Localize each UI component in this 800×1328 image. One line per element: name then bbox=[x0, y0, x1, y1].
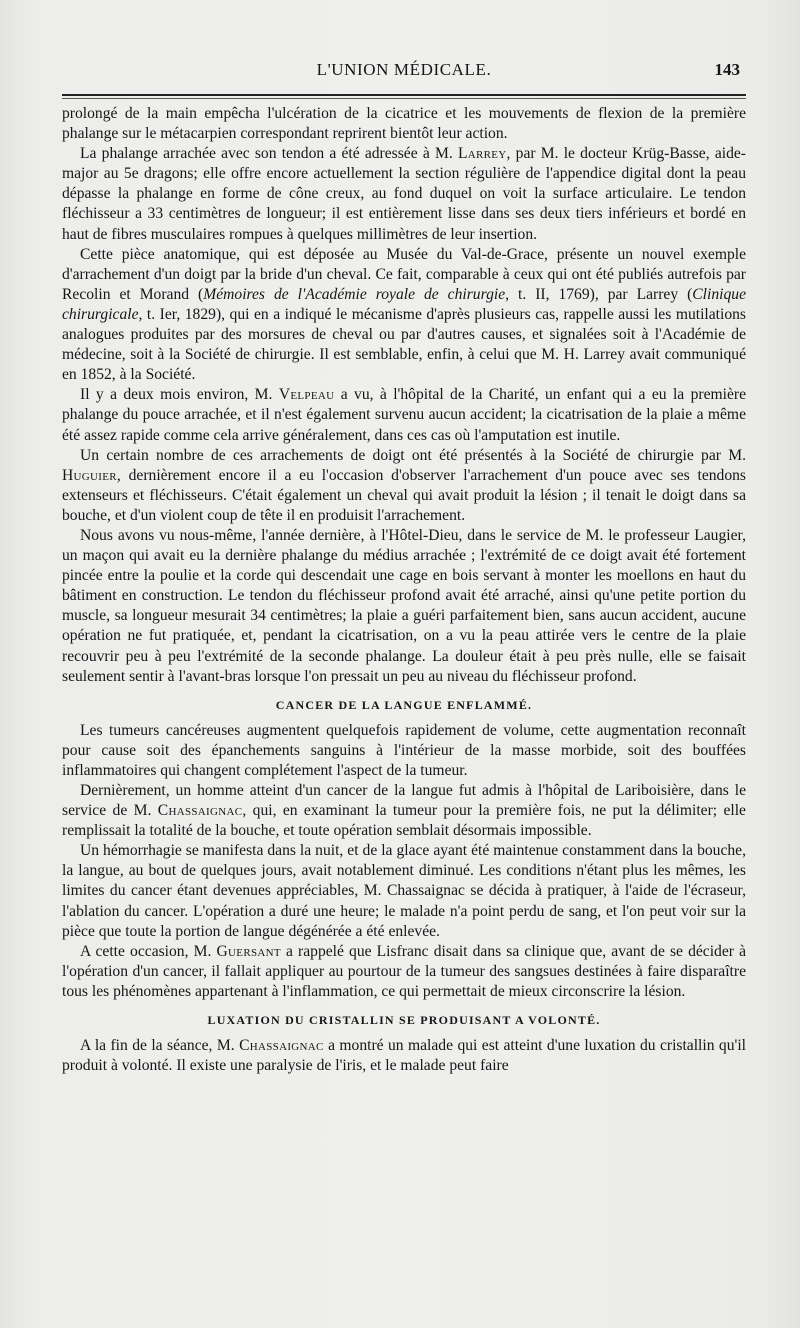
paragraph: Nous avons vu nous-même, l'année dernière, à l'Hôtel-Dieu, dans le service de M. le professeur Laugier, un maçon qui avait eu la dernière phalange du médius arrachée ; l'extrémité de ce doigt avait été fortement pincée entre la poulie et la corde qui descendait une cage en bois servant à monter les moellons en haut du bâtiment en construction. Le tendon du fléchisseur profond avait été arraché, ainsi qu'une petite portion du muscle, sa longueur mesurait 34 centimètres; la plaie a guéri parfaitement bien, sans aucun accident, aucune opération ne fut pratiquée, et, pendant la cicatrisation, on a vu la peau attirée vers le centre de la plaie recouvrir peu à peu l'extrémité de la seconde phalange. La douleur était à peu près nulle, elle se faisait seulement sentir à l'avant-bras lorsque l'on pressait un peu au niveau du fléchisseur profond. bbox=[62, 526, 746, 685]
page-number: 143 bbox=[714, 60, 740, 79]
article-body bbox=[62, 104, 746, 1076]
paragraph: Un hémorrhagie se manifesta dans la nuit, et de la glace ayant été maintenue constamment dans la bouche, la langue, au bout de quelques jours, avait notablement diminué. Les conditions n'étant plus les mêmes, les limites du cancer étant devenues appréciables, M. Chassaignac se décida à pratiquer, à l'aide de l'écraseur, l'ablation du cancer. L'opération a duré une heure; le malade n'a point perdu de sang, et l'on peut voir sur la pièce que toute la portion de langue dégénérée a été enlevée. bbox=[62, 842, 746, 940]
paragraph: A cette occasion, M. Guersant a rappelé que Lisfranc disait dans sa clinique que, avant de se décider à l'opération d'un cancer, il fallait appliquer au pourtour de la tumeur des sangsues destinées à faire disparaître tous les phénomènes appartenant à l'inflammation, ce qui permettait de mieux circonscrire la lésion. bbox=[62, 942, 746, 1000]
citation-title: Mémoires de l'Académie royale de chirurgie, bbox=[203, 285, 510, 303]
paragraph: Un certain nombre de ces arrachements de doigt ont été présentés à la Société de chirurgie par M. Huguier, dernièrement encore il a eu l'occasion d'observer l'arrachement d'un pouce avec ses tendons extenseurs et fléchisseurs. C'était également un cheval qui avait produit la lésion ; il tenait le doigt dans sa bouche, et d'un violent coup de tête il en produisit l'arrachement. bbox=[62, 446, 746, 524]
paragraph: Il y a deux mois environ, M. Velpeau a vu, à l'hôpital de la Charité, un enfant qui a eu la première phalange du pouce arrachée, et il n'est également survenu aucun accident; la cicatrisation de la plaie a même été assez rapide comme cela arrive généralement, dans ces cas où l'amputation est inutile. bbox=[62, 386, 746, 444]
header-rule-thin bbox=[62, 98, 746, 99]
person-name: Chassaignac bbox=[157, 802, 243, 820]
paragraph: Les tumeurs cancéreuses augmentent quelquefois rapidement de volume, cette augmentation reconnaît pour cause soit des épanchements sanguins à l'intérieur de la masse morbide, soit des bouffées inflammatoires qui changent complétement l'aspect de la tumeur. bbox=[62, 721, 746, 779]
section-heading: CANCER DE LA LANGUE ENFLAMMÉ. bbox=[275, 697, 533, 712]
paragraph: Dernièrement, un homme atteint d'un cancer de la langue fut admis à l'hôpital de Lariboisière, dans le service de M. Chassaignac, qui, en examinant la tumeur pour la première fois, ne put la délimiter; elle remplissait la totalité de la bouche, et toute opération semblait désormais impossible. bbox=[62, 782, 746, 840]
header-rule bbox=[62, 94, 746, 96]
person-name: Guersant bbox=[216, 942, 281, 960]
paragraph: prolongé de la main empêcha l'ulcération de la cicatrice et les mouvements de flexion de la première phalange sur le métacarpien correspondant reprirent bientôt leur action. bbox=[62, 105, 746, 143]
running-head: L'UNION MÉDICALE. bbox=[316, 60, 492, 79]
person-name: Huguier bbox=[62, 466, 117, 484]
paragraph: A la fin de la séance, M. Chassaignac a montré un malade qui est atteint d'une luxation du cristallin qu'il produit à volonté. Il existe une paralysie de l'iris, et le malade peut faire bbox=[62, 1037, 746, 1075]
paragraph: Cette pièce anatomique, qui est déposée au Musée du Val-de-Grace, présente un nouvel exemple d'arrachement d'un doigt par la bride d'un cheval. Ce fait, comparable à ceux qui ont été publiés autrefois par Recolin et Morand (Mémoires de l'Académie royale de chirurgie, t. II, 1769), par Larrey (Clinique chirurgicale, t. Ier, 1829), qui en a indiqué le mécanisme d'après plusieurs cas, rappelle aussi les mutilations analogues produites par des morsures de cheval ou par d'autres causes, et signalées soit à l'Académie de médecine, soit à la Société de chirurgie. Il est semblable, enfin, à celui que M. H. Larrey avait communiqué en 1852, à la Société. bbox=[62, 245, 746, 384]
person-name: Larrey bbox=[457, 145, 507, 163]
person-name: Velpeau bbox=[278, 386, 335, 404]
section-heading: LUXATION DU CRISTALLIN SE PRODUISANT A VOLONTÉ. bbox=[207, 1013, 601, 1028]
page-header bbox=[62, 60, 746, 88]
person-name: Chassaignac bbox=[239, 1037, 324, 1055]
citation-title: Clinique chirurgicale, bbox=[62, 285, 746, 323]
paragraph: La phalange arrachée avec son tendon a été adressée à M. Larrey, par M. le docteur Krüg-Basse, aide-major au 5e dragons; elle offre encore actuellement la section régulière de l'appendice digital dont la peau dépasse la phalange en forme de cône creux, au fond duquel on voit la surface articulaire. Le tendon fléchisseur a 33 centimètres de longueur; il est entièrement lisse dans ses deux tiers inférieurs et bordé en haut de fibres musculaires rompues à quelques millimètres de leur insertion. bbox=[62, 145, 746, 243]
